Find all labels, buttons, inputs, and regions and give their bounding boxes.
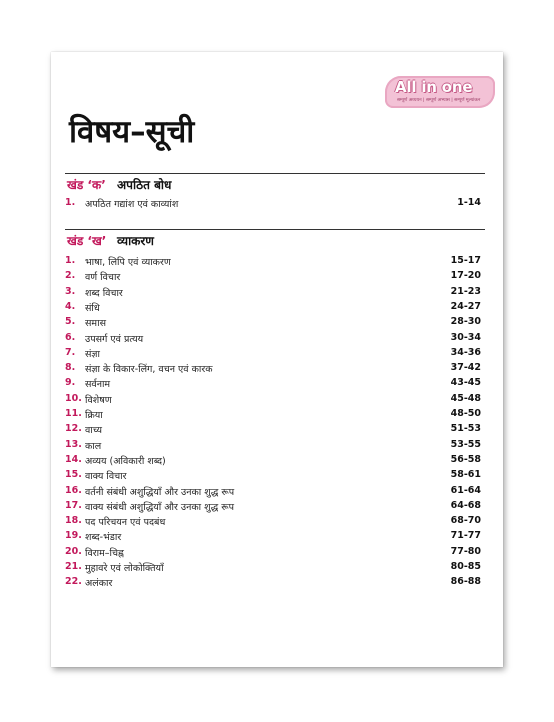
toc-row [65, 546, 485, 561]
item-pages: 51-53 [450, 423, 481, 435]
item-topic: संधि [85, 302, 100, 314]
item-pages: 68-70 [450, 515, 481, 527]
item-pages: 86-88 [450, 576, 481, 588]
item-number: 6. [65, 331, 76, 343]
item-topic: संज्ञा [85, 348, 100, 360]
section-b-header [65, 229, 485, 251]
item-topic: अव्यय (अविकारी शब्द) [85, 455, 166, 467]
item-number: 1. [65, 197, 76, 208]
item-number: 15. [65, 469, 82, 481]
item-topic: विराम–चिह्न [85, 547, 124, 559]
item-pages: 58-61 [450, 469, 481, 481]
item-pages: 45-48 [450, 392, 481, 404]
item-pages: 30-34 [450, 331, 481, 343]
page-title: विषय–सूची [69, 114, 195, 150]
item-number: 5. [65, 316, 76, 328]
item-pages: 43-45 [450, 377, 481, 389]
item-pages: 77-80 [450, 545, 481, 557]
toc-row [65, 576, 485, 591]
toc-row [65, 561, 485, 576]
item-pages: 15-17 [450, 255, 481, 266]
item-number: 11. [65, 408, 82, 419]
item-number: 1. [65, 255, 76, 266]
section-name: व्याकरण [117, 234, 154, 248]
item-topic: सर्वनाम [85, 379, 111, 391]
item-topic: अलंकार [85, 578, 113, 590]
item-number: 10. [65, 392, 82, 404]
toc-row [65, 286, 485, 301]
toc-row [65, 393, 485, 408]
toc-row [65, 301, 485, 316]
item-number: 13. [65, 438, 82, 450]
toc-row [65, 530, 485, 545]
toc-row [65, 469, 485, 484]
logo-text: All in one [395, 78, 473, 96]
section-label: खंड ‘ख’ [67, 234, 107, 248]
toc-row [65, 197, 485, 212]
item-number: 14. [65, 453, 82, 465]
item-pages: 1-14 [457, 197, 481, 208]
item-topic: पद परिचयन एवं पदबंध [85, 517, 166, 529]
section-name: अपठित बोध [117, 178, 172, 192]
item-pages: 48-50 [450, 408, 481, 419]
item-pages: 64-68 [450, 499, 481, 511]
item-number: 19. [65, 530, 82, 542]
toc-row [65, 270, 485, 285]
item-pages: 24-27 [450, 300, 481, 312]
toc-row [65, 347, 485, 362]
item-topic: क्रिया [85, 410, 103, 421]
item-number: 18. [65, 515, 82, 527]
toc-row [65, 377, 485, 392]
item-topic: विशेषण [85, 394, 112, 406]
item-topic: मुहावरे एवं लोकोक्तियाँ [85, 563, 164, 574]
item-topic: वाक्य विचार [85, 471, 127, 483]
toc-row [65, 255, 485, 270]
item-pages: 53-55 [450, 438, 481, 450]
item-number: 2. [65, 270, 76, 282]
item-number: 21. [65, 561, 82, 572]
divider [65, 229, 485, 230]
item-pages: 34-36 [450, 346, 481, 358]
item-number: 8. [65, 362, 76, 374]
logo-tagline: सम्पूर्ण अध्ययन | सम्पूर्ण अभ्यास | सम्पूर्ण मूल्यांकन [397, 98, 481, 103]
toc-row [65, 439, 485, 454]
item-pages: 17-20 [450, 270, 481, 282]
item-topic: वाक्य संबंधी अशुद्धियाँ और उनका शुद्ध रूप [85, 501, 235, 513]
item-number: 22. [65, 576, 82, 588]
toc-row [65, 485, 485, 500]
item-number: 7. [65, 346, 76, 358]
item-pages: 56-58 [450, 453, 481, 465]
item-topic: काल [85, 440, 102, 452]
book-page [51, 52, 503, 667]
item-topic: संज्ञा के विकार-लिंग, वचन एवं कारक [85, 364, 213, 376]
item-pages: 28-30 [450, 316, 481, 328]
toc-row [65, 500, 485, 515]
item-topic: अपठित गद्यांश एवं काव्यांश [85, 199, 179, 210]
toc-row [65, 515, 485, 530]
divider [65, 173, 485, 174]
all-in-one-logo [385, 76, 495, 108]
item-topic: वर्तनी संबंधी अशुद्धियाँ और उनका शुद्ध रूप [85, 486, 235, 498]
toc-row [65, 423, 485, 438]
item-pages: 71-77 [450, 530, 481, 542]
item-topic: वाच्य [85, 425, 103, 437]
item-pages: 80-85 [450, 561, 481, 572]
item-number: 9. [65, 377, 76, 389]
section-a-header [65, 173, 485, 195]
item-pages: 37-42 [450, 362, 481, 374]
toc-row [65, 454, 485, 469]
item-topic: भाषा, लिपि एवं व्याकरण [85, 257, 171, 268]
toc-row [65, 408, 485, 423]
item-number: 17. [65, 499, 82, 511]
item-number: 4. [65, 300, 76, 312]
item-number: 12. [65, 423, 82, 435]
item-number: 3. [65, 285, 76, 297]
item-pages: 21-23 [450, 285, 481, 297]
toc-row [65, 316, 485, 331]
item-topic: वर्ण विचार [85, 272, 121, 284]
item-topic: समास [85, 318, 106, 330]
item-pages: 61-64 [450, 484, 481, 496]
item-topic: शब्द विचार [85, 287, 123, 299]
item-number: 20. [65, 545, 82, 557]
toc-row [65, 362, 485, 377]
item-topic: शब्द-भंडार [85, 532, 122, 544]
section-label: खंड ‘क’ [67, 178, 106, 192]
item-topic: उपसर्ग एवं प्रत्यय [85, 333, 144, 345]
item-number: 16. [65, 484, 82, 496]
toc-row [65, 332, 485, 347]
